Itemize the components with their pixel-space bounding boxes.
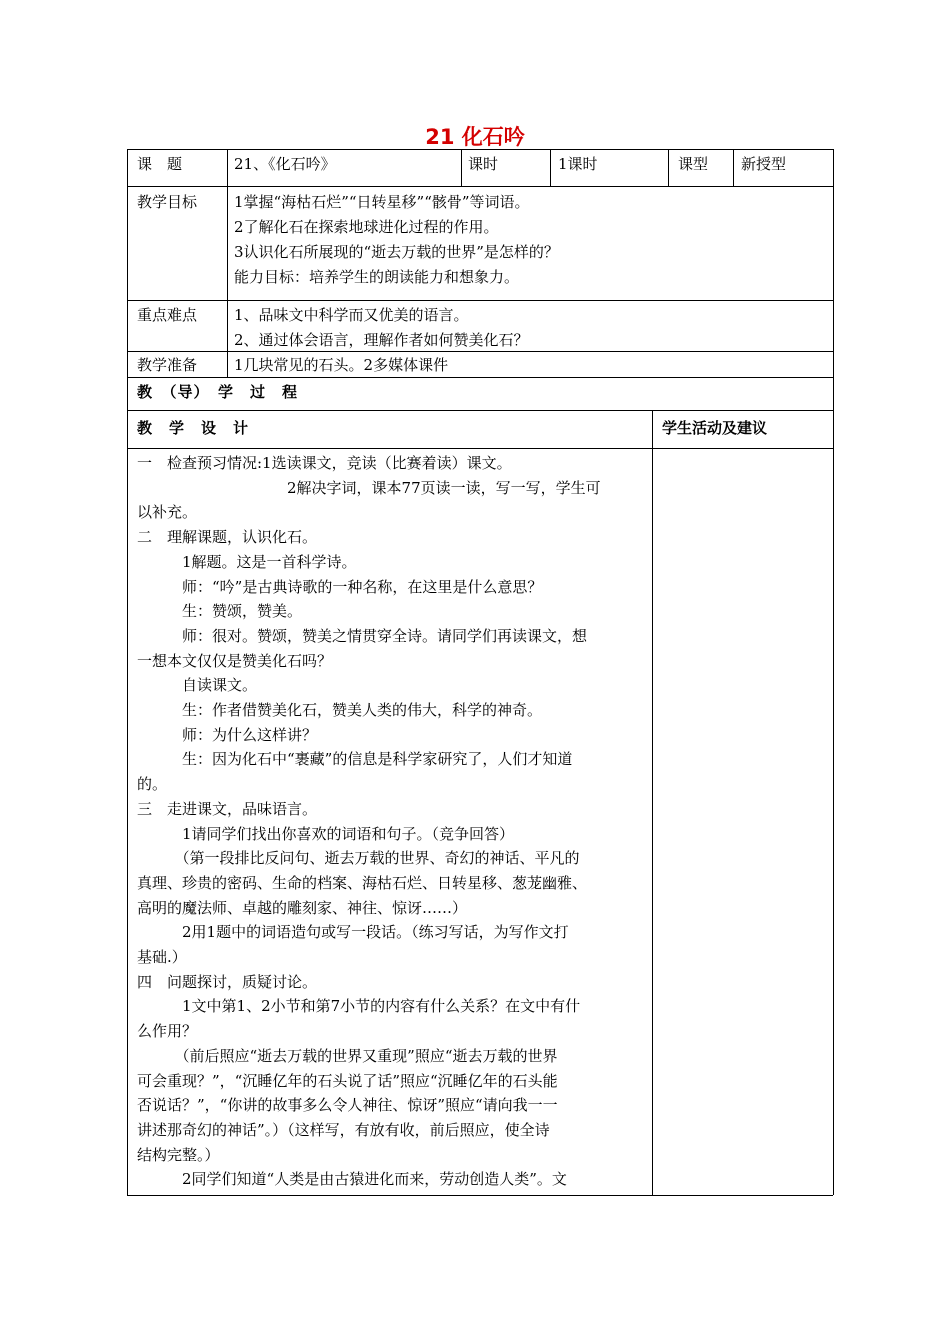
keypoints-label: 重点难点 (137, 306, 198, 324)
goals-line: 1掌握“海枯石烂”“日转星移”“骸骨”等词语。 (234, 193, 530, 211)
body-line: 么作用？ (137, 1022, 198, 1041)
body-line: 师：“吟”是古典诗歌的一种名称，在这里是什么意思？ (137, 577, 543, 596)
body-line: （前后照应“逝去万载的世界又重现”照应“逝去万载的世界 (137, 1046, 558, 1065)
body-line: 讲述那奇幻的神话”。）（这样写，有放有收，前后照应，使全诗 (137, 1120, 550, 1139)
body-line: 一想本文仅仅是赞美化石吗？ (137, 651, 333, 670)
process-header: 教 （导） 学 过 程 (137, 383, 299, 401)
hours-label: 课时 (468, 155, 499, 173)
body-line: 一 检查预习情况:1选读课文，竞读（比赛着读）课文。 (137, 454, 512, 472)
lesson-value: 21、《化石吟》 (234, 155, 336, 173)
body-line: 1请同学们找出你喜欢的词语和句子。（竞争回答） (137, 824, 515, 843)
keypoints-line: 2、通过体会语言，理解作者如何赞美化石？ (234, 331, 529, 349)
body-line: 可会重现？”，“沉睡亿年的石头说了话”照应“沉睡亿年的石头能 (137, 1071, 558, 1090)
prep-label: 教学准备 (137, 356, 198, 374)
body-line: 的。 (137, 775, 168, 794)
body-line: 生：赞颂，赞美。 (137, 602, 303, 621)
body-line: 1文中第1、2小节和第7小节的内容有什么关系？在文中有什 (137, 997, 581, 1016)
keypoints-line: 1、品味文中科学而又优美的语言。 (234, 306, 469, 324)
body-line: 以补充。 (137, 503, 198, 522)
body-line: 二 理解课题，认识化石。 (137, 528, 318, 547)
body-line: 四 问题探讨，质疑讨论。 (137, 972, 318, 991)
body-line: 否说话？”，“你讲的故事多么令人神往、惊讶”照应“请向我一一 (137, 1096, 558, 1115)
body-line: 基础.） (137, 948, 187, 966)
body-line: 高明的魔法师、卓越的雕刻家、神往、惊讶……） (137, 898, 468, 917)
goals-label: 教学目标 (137, 193, 198, 211)
goals-line: 3认识化石所展现的“逝去万载的世界”是怎样的？ (234, 243, 559, 261)
body-line: 2同学们知道“人类是由古猿进化而来，劳动创造人类”。文 (137, 1170, 567, 1189)
lesson-label: 课 题 (137, 155, 183, 173)
body-line: 自读课文。 (137, 676, 258, 695)
body-line: 生：因为化石中“裹藏”的信息是科学家研究了，人们才知道 (137, 750, 573, 769)
body-line: 三 走进课文，品味语言。 (137, 799, 318, 818)
goals-line: 2了解化石在探索地球进化过程的作用。 (234, 218, 499, 236)
body-line: 结构完整。） (137, 1145, 220, 1164)
prep-value: 1几块常见的石头。2多媒体课件 (234, 356, 449, 374)
body-line: 师：很对。赞颂，赞美之情贯穿全诗。请同学们再读课文，想 (137, 626, 588, 645)
type-label: 课型 (678, 155, 709, 173)
body-line: 真理、珍贵的密码、生命的档案、海枯石烂、日转星移、葱茏幽雅、 (137, 873, 588, 892)
design-header: 教 学 设 计 (137, 419, 250, 437)
body-line: 生：作者借赞美化石，赞美人类的伟大，科学的神奇。 (137, 701, 543, 719)
body-line: 1解题。这是一首科学诗。 (137, 552, 357, 571)
type-value: 新授型 (741, 155, 787, 173)
body-line: 师：为什么这样讲？ (137, 725, 318, 744)
body-line: 2解决字词，课本77页读一读，写一写，学生可 (137, 478, 601, 497)
goals-line: 能力目标：培养学生的朗读能力和想象力。 (234, 268, 520, 286)
hours-value: 1课时 (558, 155, 598, 173)
page-title: 21 化石吟 (425, 125, 525, 149)
body-line: （第一段排比反问句、逝去万载的世界、奇幻的神话、平凡的 (137, 849, 580, 868)
activity-header: 学生活动及建议 (662, 419, 768, 437)
body-line: 2用1题中的词语造句或写一段话。（练习写话，为写作文打 (137, 923, 569, 942)
